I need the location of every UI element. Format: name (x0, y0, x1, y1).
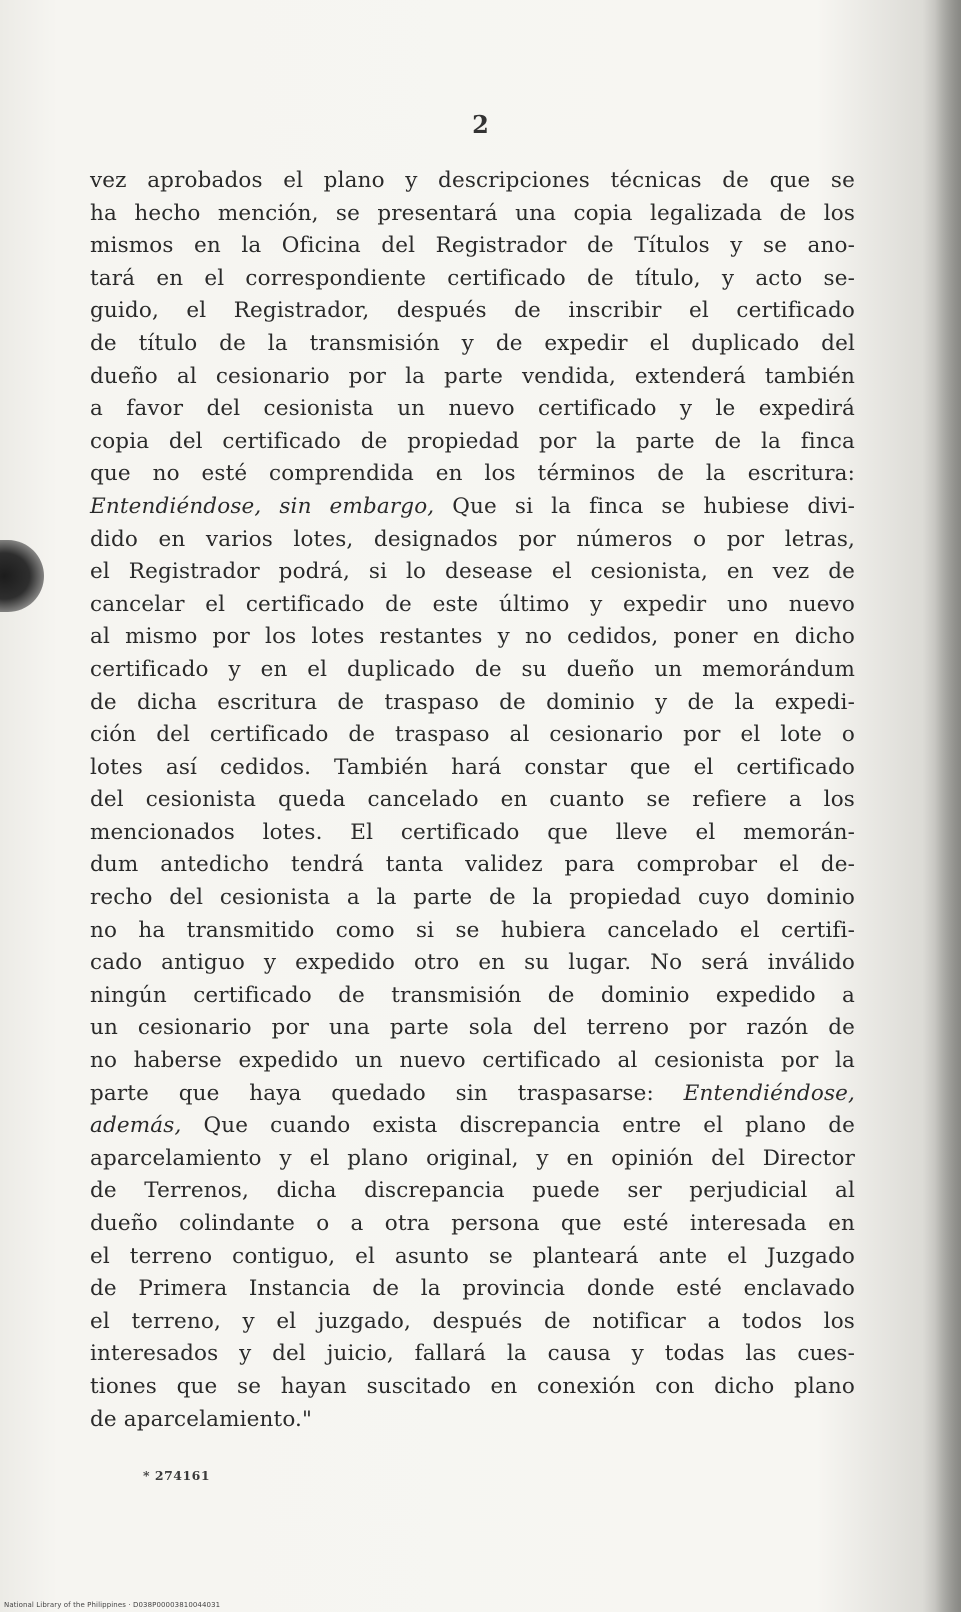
italic-text-segment: Entendiéndose, (683, 1080, 855, 1106)
text-segment: dido en varios lotes, designados por números o por letras, (90, 526, 855, 552)
text-line (90, 1012, 855, 1045)
text-line (90, 849, 855, 882)
page-number: 2 (472, 110, 489, 139)
text-line (90, 328, 855, 361)
text-segment: no ha transmitido como si se hubiera cancelado el certifi- (90, 917, 855, 943)
text-segment: de dicha escritura de traspaso de dominio y de la expedi- (90, 689, 855, 715)
text-line (90, 361, 855, 394)
text-segment: tará en el correspondiente certificado de título, y acto se- (90, 265, 855, 291)
text-line (90, 882, 855, 915)
text-segment: de aparcelamiento." (90, 1406, 313, 1432)
text-line (90, 393, 855, 426)
text-line (90, 263, 855, 296)
text-line (90, 1143, 855, 1176)
text-line (90, 1078, 855, 1111)
text-segment: aparcelamiento y el plano original, y en opinión del Director (90, 1145, 855, 1171)
text-segment: del cesionista queda cancelado en cuanto se refiere a los (90, 787, 855, 813)
text-line (90, 1404, 855, 1437)
page-edge-shadow (935, 0, 961, 1612)
footnote-code: * 274161 (143, 1468, 211, 1483)
text-line (90, 198, 855, 231)
text-segment: cado antiguo y expedido otro en su lugar. No será inválido (90, 950, 855, 976)
text-segment: el terreno contiguo, el asunto se planteará ante el Juzgado (90, 1243, 855, 1269)
text-segment: Que cuando exista discrepancia entre el plano de (181, 1113, 855, 1139)
text-segment: de título de la transmisión y de expedir el duplicado del (90, 330, 855, 356)
text-segment: Que si la finca se hubiese divi- (434, 493, 855, 519)
text-segment: interesados y del juicio, fallará la causa y todas las cues- (90, 1341, 855, 1367)
italic-text-segment: Entendiéndose, sin embargo, (90, 493, 435, 519)
text-line (90, 1338, 855, 1371)
text-line (90, 556, 855, 589)
text-segment: el Registrador podrá, si lo desease el cesionista, en vez de (90, 559, 855, 585)
text-line (90, 1241, 855, 1274)
text-line (90, 230, 855, 263)
text-segment: vez aprobados el plano y descripciones técnicas de que se (90, 168, 855, 193)
text-segment: dueño colindante o a otra persona que esté interesada en (90, 1211, 855, 1236)
text-line (90, 784, 855, 817)
text-line (90, 719, 855, 752)
text-line (90, 1371, 855, 1404)
text-segment: mismos en la Oficina del Registrador de Títulos y se ano- (90, 233, 855, 259)
text-segment: de Terrenos, dicha discrepancia puede ser perjudicial al (90, 1178, 855, 1204)
library-caption: National Library of the Philippines · D038P00003810044031 (4, 1601, 221, 1609)
text-segment: dueño al cesionario por la parte vendida, extenderá también (90, 363, 855, 389)
text-line (90, 1208, 855, 1241)
text-line (90, 589, 855, 622)
text-segment: tiones que se hayan suscitado en conexión con dicho plano (90, 1373, 855, 1399)
text-segment: guido, el Registrador, después de inscribir el certificado (90, 298, 855, 324)
text-line (90, 165, 855, 198)
italic-text-segment: además, (90, 1113, 182, 1139)
text-line (90, 491, 855, 524)
body-paragraph (90, 165, 855, 1436)
text-line (90, 1306, 855, 1339)
text-line (90, 1175, 855, 1208)
text-segment: ningún certificado de transmisión de dominio expedido a (90, 982, 855, 1008)
text-line (90, 426, 855, 459)
text-segment: certificado y en el duplicado de su dueño un memorándum (90, 656, 855, 682)
text-segment: no haberse expedido un nuevo certificado al cesionista por la (90, 1048, 855, 1074)
text-line (90, 654, 855, 687)
text-segment: dum antedicho tendrá tanta validez para comprobar el de- (90, 852, 855, 878)
text-segment: ción del certificado de traspaso al cesionario por el lote o (90, 722, 855, 748)
text-segment: lotes así cedidos. También hará constar que el certificado (90, 754, 855, 780)
text-line (90, 621, 855, 654)
text-segment: a favor del cesionista un nuevo certificado y le expedirá (90, 396, 855, 422)
text-segment: recho del cesionista a la parte de la propiedad cuyo dominio (90, 885, 855, 911)
text-line (90, 1273, 855, 1306)
text-segment: mencionados lotes. El certificado que lleve el memorán- (90, 819, 855, 845)
text-line (90, 524, 855, 557)
text-segment: que no esté comprendida en los términos de la escritura: (90, 461, 855, 487)
text-line (90, 1045, 855, 1078)
text-segment: de Primera Instancia de la provincia donde esté enclavado (90, 1276, 855, 1302)
text-line (90, 752, 855, 785)
text-segment: copia del certificado de propiedad por la parte de la finca (90, 428, 855, 454)
text-line (90, 1110, 855, 1143)
text-line (90, 817, 855, 850)
text-segment: al mismo por los lotes restantes y no cedidos, poner en dicho (90, 624, 855, 650)
text-line (90, 295, 855, 328)
text-line (90, 687, 855, 720)
text-segment: parte que haya quedado sin traspasarse: (90, 1080, 684, 1106)
text-segment: un cesionario por una parte sola del terreno por razón de (90, 1015, 855, 1041)
text-segment: cancelar el certificado de este último y expedir uno nuevo (90, 591, 855, 617)
text-line (90, 458, 855, 491)
text-segment: el terreno, y el juzgado, después de notificar a todos los (90, 1308, 855, 1334)
text-line (90, 915, 855, 948)
text-segment: ha hecho mención, se presentará una copia legalizada de los (90, 200, 855, 226)
text-line (90, 947, 855, 980)
binding-clip-mark (0, 540, 44, 612)
text-line (90, 980, 855, 1013)
